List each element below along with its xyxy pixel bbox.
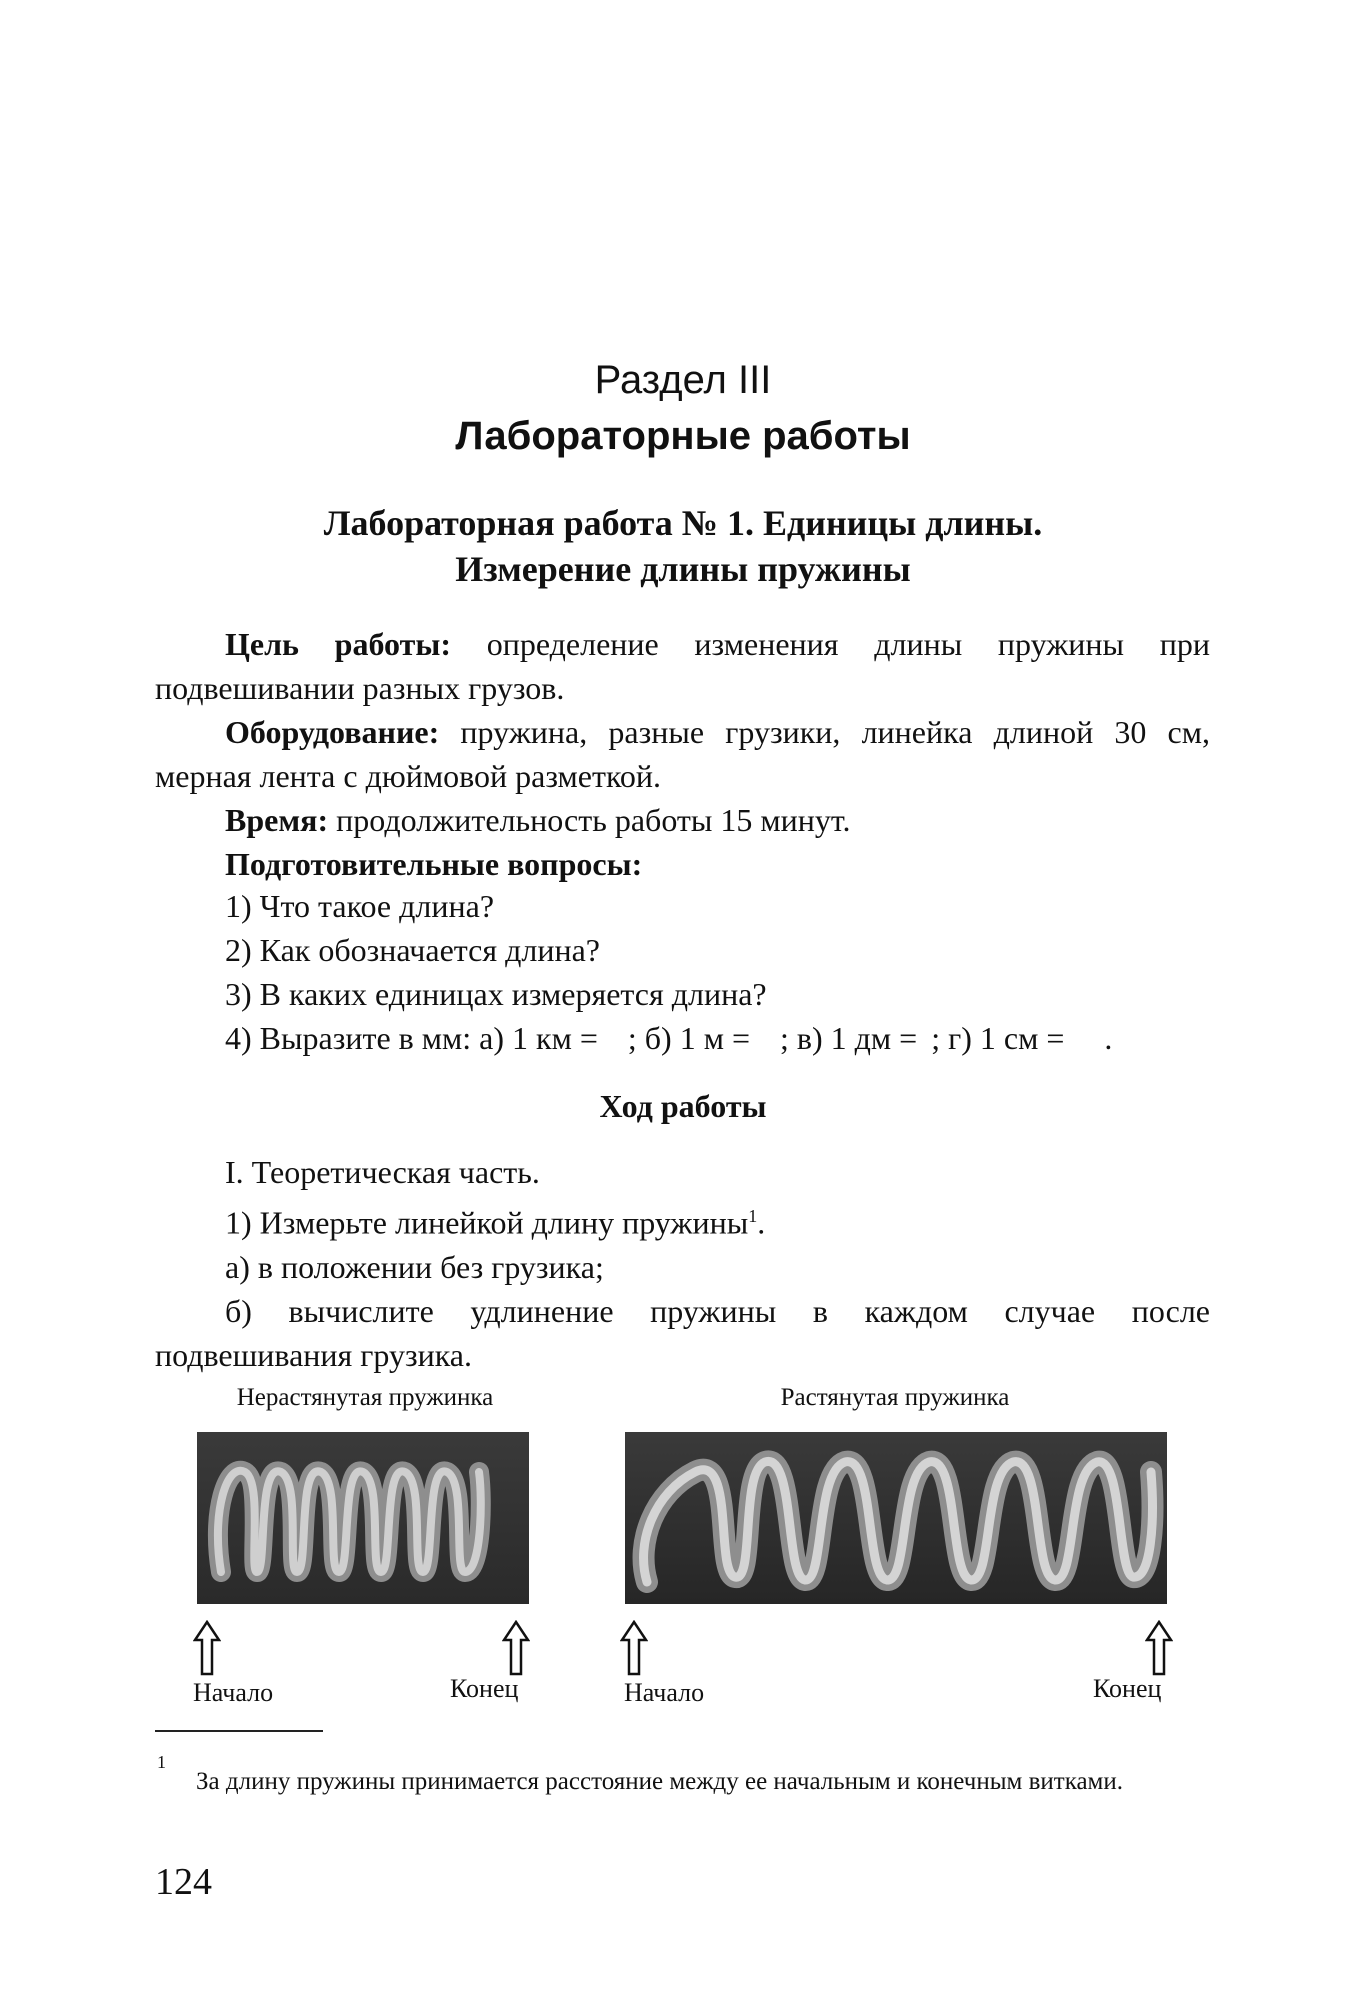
- step-1: [155, 1194, 1210, 1245]
- lab-title-line-1: Лабораторная работа № 1. Единицы длины.: [323, 503, 1043, 543]
- intro-block: [155, 622, 1210, 886]
- unstretched-spring-photo: [197, 1432, 529, 1604]
- time-paragraph: [155, 798, 1210, 842]
- question-4-b: ; б) 1 м =: [627, 1020, 750, 1056]
- footnote-divider: [155, 1730, 323, 1732]
- section-label: Раздел III: [594, 358, 772, 402]
- stretched-spring-photo: [625, 1432, 1167, 1604]
- label-end-unstretched: Конец: [450, 1674, 519, 1703]
- progress-heading: Ход работы: [599, 1088, 767, 1124]
- time-label: Время:: [225, 802, 329, 838]
- section-title: Лабораторные работы: [455, 414, 911, 458]
- equipment-paragraph: [155, 710, 1210, 798]
- footnote-ref: 1: [748, 1206, 758, 1226]
- caption-stretched: Растянутая пружинка: [780, 1384, 1010, 1411]
- question-2: 2) Как обозначается длина?: [225, 932, 600, 968]
- goal-label: Цель работы:: [225, 626, 451, 662]
- arrow-up-icon: [620, 1620, 648, 1676]
- lab-title: [0, 500, 1366, 592]
- question-4-end: .: [1104, 1020, 1113, 1056]
- label-end-stretched: Конец: [1093, 1674, 1162, 1703]
- equipment-label: Оборудование:: [225, 714, 440, 750]
- lab-title-line-2: Измерение длины пружины: [455, 549, 911, 589]
- question-4-prefix: 4) Выразите в мм: а) 1 км =: [225, 1020, 598, 1056]
- arrow-up-icon: [1145, 1620, 1173, 1676]
- progress-block: [155, 1150, 1210, 1377]
- question-4-c: ; в) 1 дм =: [779, 1020, 918, 1056]
- footnote-text: За длину пружины принимается расстояние между ее начальным и конечным витками.: [196, 1768, 1124, 1795]
- step-b: б) вычислите удлинение пружины в каждом случае после подвешивания грузика.: [155, 1292, 1210, 1373]
- theory-label: I. Теоретическая часть.: [225, 1154, 540, 1190]
- step-1-text: 1) Измерьте линейкой длину пружины: [225, 1204, 749, 1241]
- equipment-text: пружина, разные грузики, линейка длиной 30 см, мерная лента с дюймовой разметкой.: [155, 714, 1210, 794]
- caption-unstretched: Нерастянутая пружинка: [236, 1384, 494, 1411]
- footnote-mark: 1: [157, 1752, 166, 1772]
- question-4-d: ; г) 1 см =: [931, 1020, 1065, 1056]
- goal-paragraph: [155, 622, 1210, 710]
- page-number: 124: [155, 1861, 212, 1903]
- label-start-stretched: Начало: [624, 1678, 705, 1707]
- questions-label: Подготовительные вопросы:: [225, 846, 643, 882]
- question-4: [225, 1020, 1112, 1057]
- question-1: 1) Что такое длина?: [225, 888, 495, 924]
- time-text: продолжительность работы 15 минут.: [328, 802, 851, 838]
- arrow-up-icon: [502, 1620, 530, 1676]
- step-1-end: .: [757, 1204, 766, 1241]
- step-a: а) в положении без грузика;: [225, 1248, 604, 1285]
- arrow-up-icon: [193, 1620, 221, 1676]
- question-3: 3) В каких единицах измеряется длина?: [225, 976, 767, 1012]
- label-start-unstretched: Начало: [193, 1678, 274, 1707]
- goal-text: определение изменения длины пружины при подвешивании разных грузов.: [155, 626, 1211, 706]
